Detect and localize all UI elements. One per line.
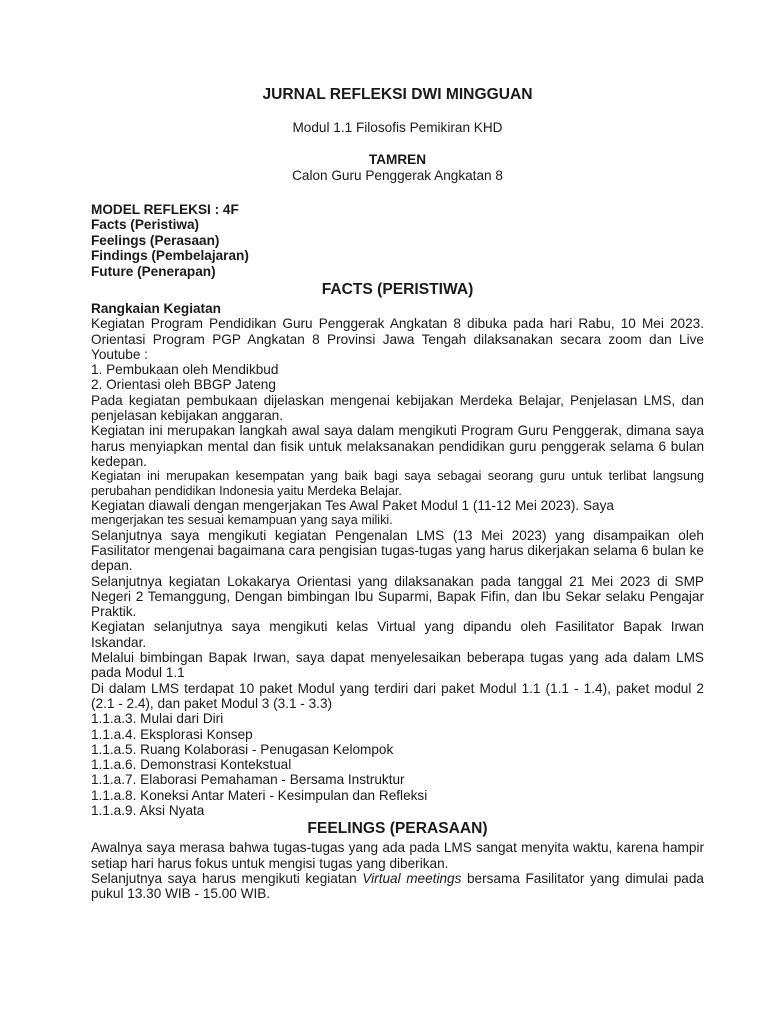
list-item: 2. Orientasi oleh BBGP Jateng bbox=[91, 377, 276, 393]
module-list bbox=[91, 711, 704, 818]
document-title: JURNAL REFLEKSI DWI MINGGUAN bbox=[262, 86, 533, 103]
paragraph: Kegiatan ini merupakan kesempatan yang baik bagi saya sebagai seorang guru untuk terlibat langsung perubahan pendidikan Indonesia yaitu Merdeka Belajar. bbox=[91, 469, 704, 498]
list-item: 1.1.a.8. Koneksi Antar Materi - Kesimpulan dan Refleksi bbox=[91, 787, 428, 803]
paragraph: Kegiatan selanjutnya saya mengikuti kelas Virtual yang dipandu oleh Fasilitator Bapak Irwan Iskandar. bbox=[91, 619, 704, 650]
model-item: Future (Penerapan) bbox=[91, 263, 216, 279]
document-page bbox=[91, 84, 704, 902]
paragraph: Awalnya saya merasa bahwa tugas-tugas yang ada pada LMS sangat menyita waktu, karena hampir setiap hari harus fokus untuk mengisi tugas yang diberikan. bbox=[91, 840, 704, 871]
facts-heading: FACTS (PERISTIWA) bbox=[321, 280, 474, 298]
list-item: 1.1.a.5. Ruang Kolaborasi - Penugasan Kelompok bbox=[91, 741, 394, 757]
paragraph: Di dalam LMS terdapat 10 paket Modul yang terdiri dari paket Modul 1.1 (1.1 - 1.4), paket modul 2 (2.1 - 2.4), dan paket Modul 3 (3.1 - 3.3) bbox=[91, 680, 704, 711]
italic-term: Virtual meetings bbox=[362, 870, 462, 886]
list-item: 1.1.a.9. Aksi Nyata bbox=[91, 803, 205, 819]
list-item: 1.1.a.6. Demonstrasi Kontekstual bbox=[91, 757, 292, 773]
model-item: Facts (Peristiwa) bbox=[91, 217, 200, 233]
paragraph: Kegiatan Program Pendidikan Guru Penggerak Angkatan 8 dibuka pada hari Rabu, 10 Mei 2023. Orientasi Program PGP Angkatan 8 Provinsi Jawa Tengah dilaksanakan secara zoom dan Live Youtube : bbox=[91, 316, 704, 362]
reflection-model bbox=[91, 202, 704, 279]
paragraph: Melalui bimbingan Bapak Irwan, saya dapat menyelesaikan beberapa tugas yang ada dalam LMS pada Modul 1.1 bbox=[91, 650, 704, 681]
module-subtitle: Modul 1.1 Filosofis Pemikiran KHD bbox=[292, 120, 503, 135]
paragraph-continuation: mengerjakan tes sesuai kemampuan yang saya miliki. bbox=[91, 513, 393, 528]
activities-subheading: Rangkaian Kegiatan bbox=[91, 300, 221, 316]
list-item: 1. Pembukaan oleh Mendikbud bbox=[91, 362, 279, 378]
list-item: 1.1.a.3. Mulai dari Diri bbox=[91, 711, 224, 727]
paragraph bbox=[91, 871, 704, 902]
model-item: Feelings (Perasaan) bbox=[91, 232, 220, 248]
list-item: 1.1.a.4. Eksplorasi Konsep bbox=[91, 726, 253, 742]
author-role: Calon Guru Penggerak Angkatan 8 bbox=[292, 167, 503, 183]
author-block bbox=[91, 152, 704, 183]
text-span: Selanjutnya saya harus mengikuti kegiatan bbox=[91, 870, 363, 886]
model-label: MODEL REFLEKSI : 4F bbox=[91, 201, 239, 217]
feelings-heading: FEELINGS (PERASAAN) bbox=[307, 820, 488, 838]
paragraph: Kegiatan diawali dengan mengerjakan Tes Awal Paket Modul 1 (11-12 Mei 2023). Saya bbox=[91, 498, 614, 513]
paragraph: Pada kegiatan pembukaan dijelaskan mengenai kebijakan Merdeka Belajar, Penjelasan LMS, dan penjelasan kebijakan anggaran. bbox=[91, 392, 704, 423]
paragraph: Kegiatan ini merupakan langkah awal saya dalam mengikuti Program Guru Penggerak, dimana saya harus menyiapkan mental dan fisik untuk melaksanakan pendidikan guru penggerak selama 6 bulan kedepan. bbox=[91, 423, 704, 469]
text-span: bersama Fasilitator yang dimulai pada pukul 13.30 WIB - 15.00 WIB. bbox=[91, 870, 704, 902]
list-item: 1.1.a.7. Elaborasi Pemahaman - Bersama Instruktur bbox=[91, 772, 405, 788]
author-name: TAMREN bbox=[368, 152, 427, 168]
model-item: Findings (Pembelajaran) bbox=[91, 248, 249, 264]
paragraph: Selanjutnya saya mengikuti kegiatan Pengenalan LMS (13 Mei 2023) yang disampaikan oleh Fasilitator mengenai bagaimana cara pengisian tugas-tugas yang harus dikerjakan selama 6 bulan ke depan. bbox=[91, 527, 704, 574]
paragraph: Selanjutnya kegiatan Lokakarya Orientasi yang dilaksanakan pada tanggal 21 Mei 2023 di SMP Negeri 2 Temanggung, Dengan bimbingan Ibu Suparmi, Bapak Fifin, dan Ibu Sekar selaku Pengajar Praktik. bbox=[91, 573, 704, 620]
